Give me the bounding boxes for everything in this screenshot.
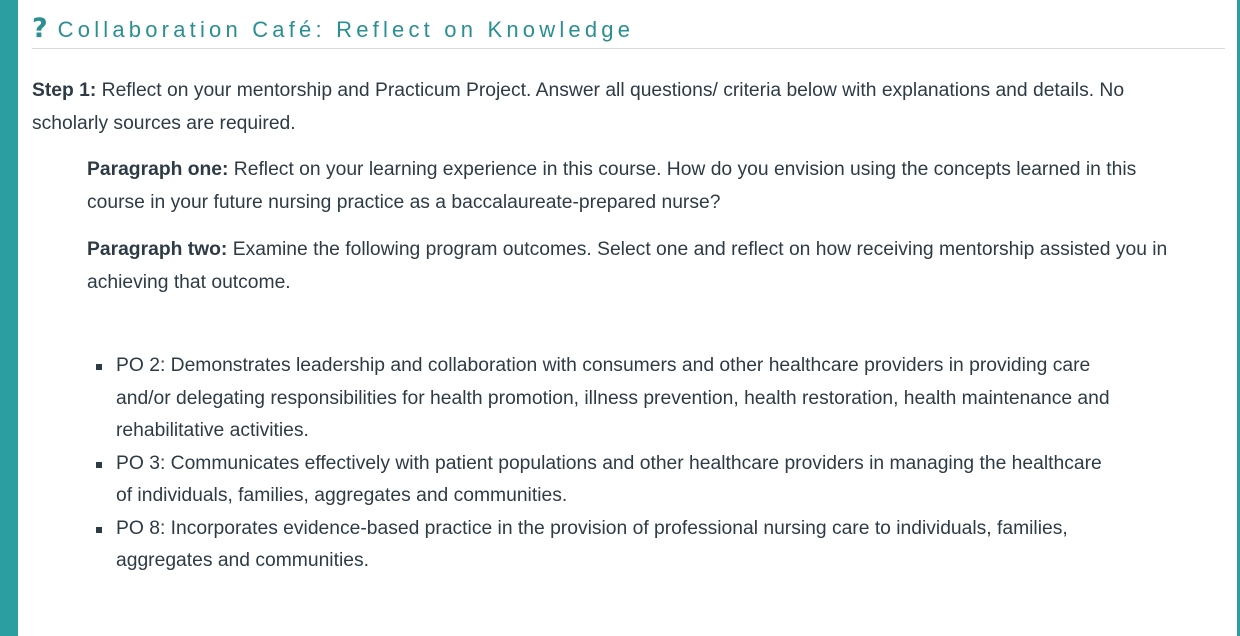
card-header xyxy=(32,14,1225,49)
list-item xyxy=(76,513,1116,578)
question-mark-icon: ? xyxy=(32,13,48,44)
paragraph-one-text: Reflect on your learning experience in this course. How do you envision using the concepts learned in this course in your future nursing practice as a baccalaureate-prepared nurse? xyxy=(87,159,1137,213)
paragraph-two-instruction xyxy=(87,233,1192,299)
step-1-paragraph xyxy=(32,74,1192,140)
bullet-icon xyxy=(96,527,102,533)
outcome-po8-text: PO 8: Incorporates evidence-based practice in the provision of professional nursing care to individuals, families, aggregates and communities. xyxy=(116,517,1068,571)
paragraph-one-instruction xyxy=(87,153,1192,219)
outcome-po2-text: PO 2: Demonstrates leadership and collaboration with consumers and other healthcare providers in providing care and/or delegating responsibilities for health promotion, illness prevention, health restoration, health maintenance and rehabilitative activities. xyxy=(116,355,1110,441)
paragraph-one-label: Paragraph one: xyxy=(87,159,229,180)
step-1-label: Step 1: xyxy=(32,80,97,101)
paragraph-instructions xyxy=(87,153,1192,299)
bullet-icon xyxy=(96,364,102,370)
paragraph-two-label: Paragraph two: xyxy=(87,239,228,260)
page-title: Collaboration Café: Reflect on Knowledge xyxy=(57,17,635,42)
outcome-po3-text: PO 3: Communicates effectively with patient populations and other healthcare providers in managing the healthcare of individuals, families, aggregates and communities. xyxy=(116,452,1102,506)
list-item xyxy=(76,448,1116,513)
paragraph-two-text: Examine the following program outcomes. Select one and reflect on how receiving mentorship assisted you in achieving that outcome. xyxy=(87,239,1168,293)
assignment-card xyxy=(18,0,1237,636)
list-item xyxy=(76,350,1116,448)
instructions-body xyxy=(32,74,1192,313)
bullet-icon xyxy=(96,462,102,468)
left-accent-bar xyxy=(0,0,18,636)
step-1-text: Reflect on your mentorship and Practicum Project. Answer all questions/ criteria below with explanations and details. No scholarly sources are required. xyxy=(32,80,1125,134)
program-outcomes-list xyxy=(76,350,1116,578)
step-1-block xyxy=(32,74,1192,140)
